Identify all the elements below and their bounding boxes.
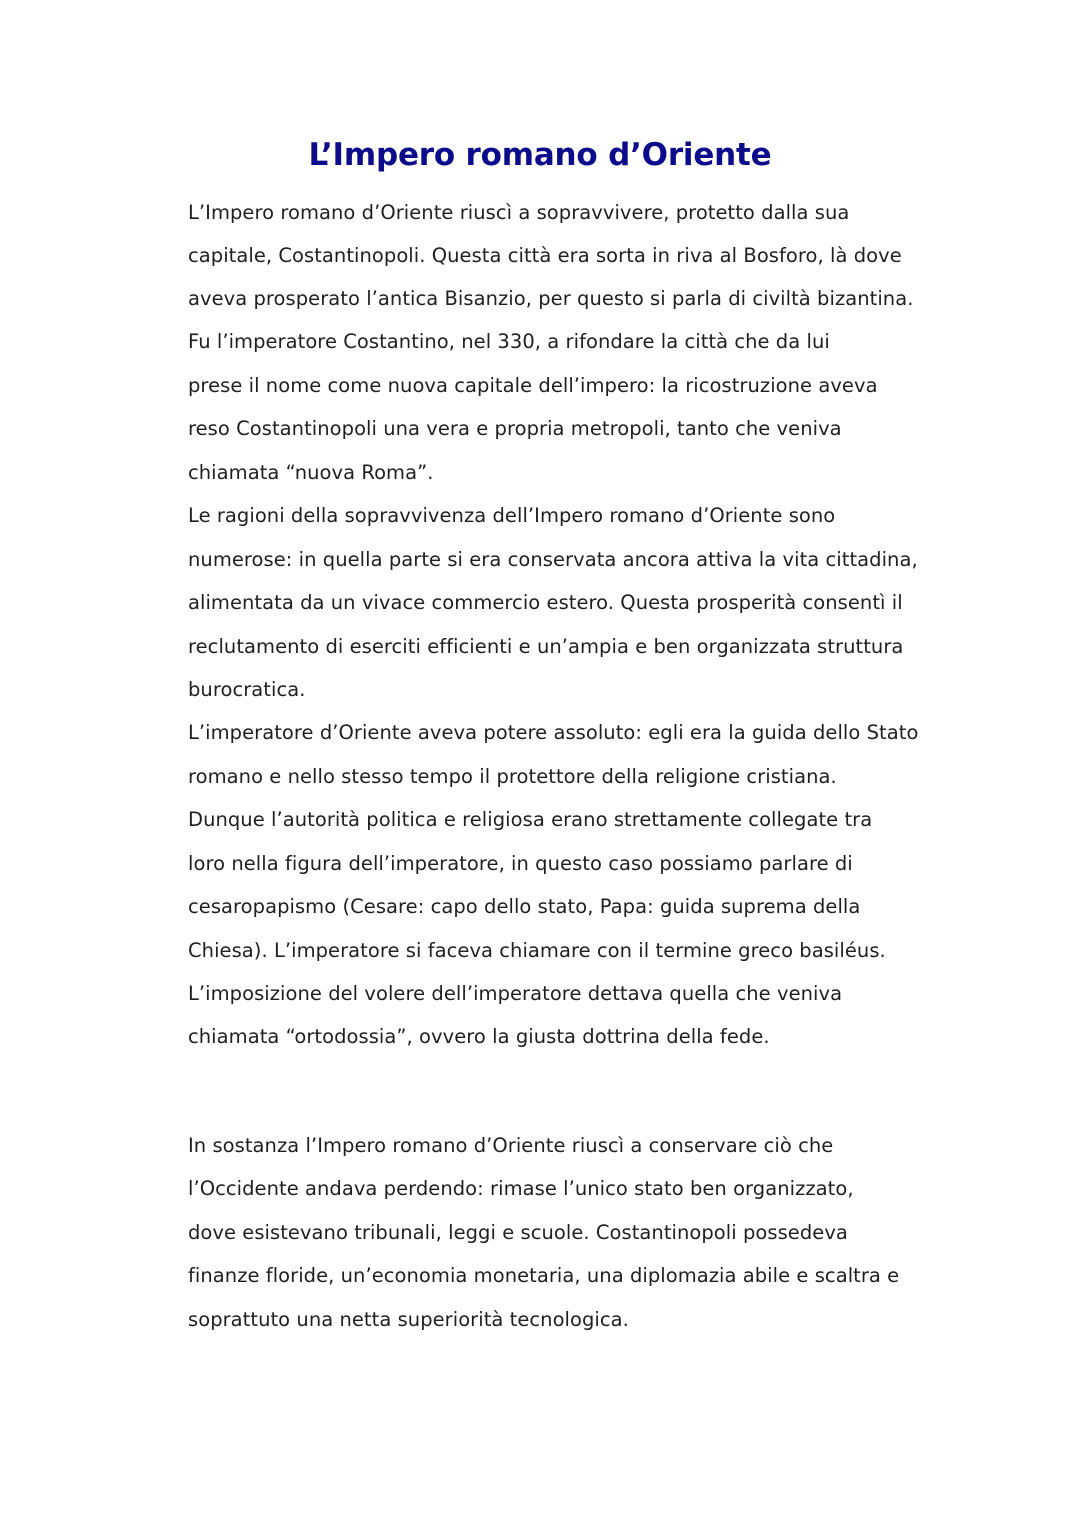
text-line: numerose: in quella parte si era conservata ancora attiva la vita cittadina,: [188, 548, 918, 571]
text-line: Fu l’imperatore Costantino, nel 330, a rifondare la città che da lui: [188, 330, 830, 353]
text-line: L’Impero romano d’Oriente riuscì a sopravvivere, protetto dalla sua: [188, 201, 850, 224]
text-line: reso Costantinopoli una vera e propria metropoli, tanto che veniva: [188, 417, 842, 440]
text-line: loro nella figura dell’imperatore, in questo caso possiamo parlare di: [188, 852, 853, 875]
text-line: l’Occidente andava perdendo: rimase l’unico stato ben organizzato,: [188, 1177, 854, 1200]
text-line: aveva prosperato l’antica Bisanzio, per questo si parla di civiltà bizantina.: [188, 287, 914, 310]
text-line: Dunque l’autorità politica e religiosa erano strettamente collegate tra: [188, 808, 873, 831]
text-line: L’imperatore d’Oriente aveva potere assoluto: egli era la guida dello Stato: [188, 721, 919, 744]
text-line: In sostanza l’Impero romano d’Oriente riuscì a conservare ciò che: [188, 1134, 834, 1157]
text-line: Le ragioni della sopravvivenza dell’Impero romano d’Oriente sono: [188, 504, 836, 527]
text-line: finanze floride, un’economia monetaria, una diplomazia abile e scaltra e: [188, 1264, 900, 1287]
text-line: reclutamento di eserciti efficienti e un’ampia e ben organizzata struttura: [188, 635, 904, 658]
text-line: L’imposizione del volere dell’imperatore dettava quella che veniva: [188, 982, 843, 1005]
text-line: burocratica.: [188, 678, 306, 701]
text-line: dove esistevano tribunali, leggi e scuole. Costantinopoli possedeva: [188, 1221, 848, 1244]
text-line: romano e nello stesso tempo il protettore della religione cristiana.: [188, 765, 837, 788]
text-line: chiamata “ortodossia”, ovvero la giusta dottrina della fede.: [188, 1025, 770, 1048]
text-line: soprattuto una netta superiorità tecnologica.: [188, 1308, 629, 1331]
text-line: capitale, Costantinopoli. Questa città era sorta in riva al Bosforo, là dove: [188, 244, 902, 267]
text-line: cesaropapismo (Cesare: capo dello stato, Papa: guida suprema della: [188, 895, 861, 918]
page-title: L’Impero romano d’Oriente: [308, 137, 772, 173]
text-line: alimentata da un vivace commercio estero. Questa prosperità consentì il: [188, 591, 903, 614]
text-line: prese il nome come nuova capitale dell’impero: la ricostruzione aveva: [188, 374, 878, 397]
text-line: chiamata “nuova Roma”.: [188, 461, 434, 484]
text-line: Chiesa). L’imperatore si faceva chiamare con il termine greco basiléus.: [188, 939, 886, 962]
